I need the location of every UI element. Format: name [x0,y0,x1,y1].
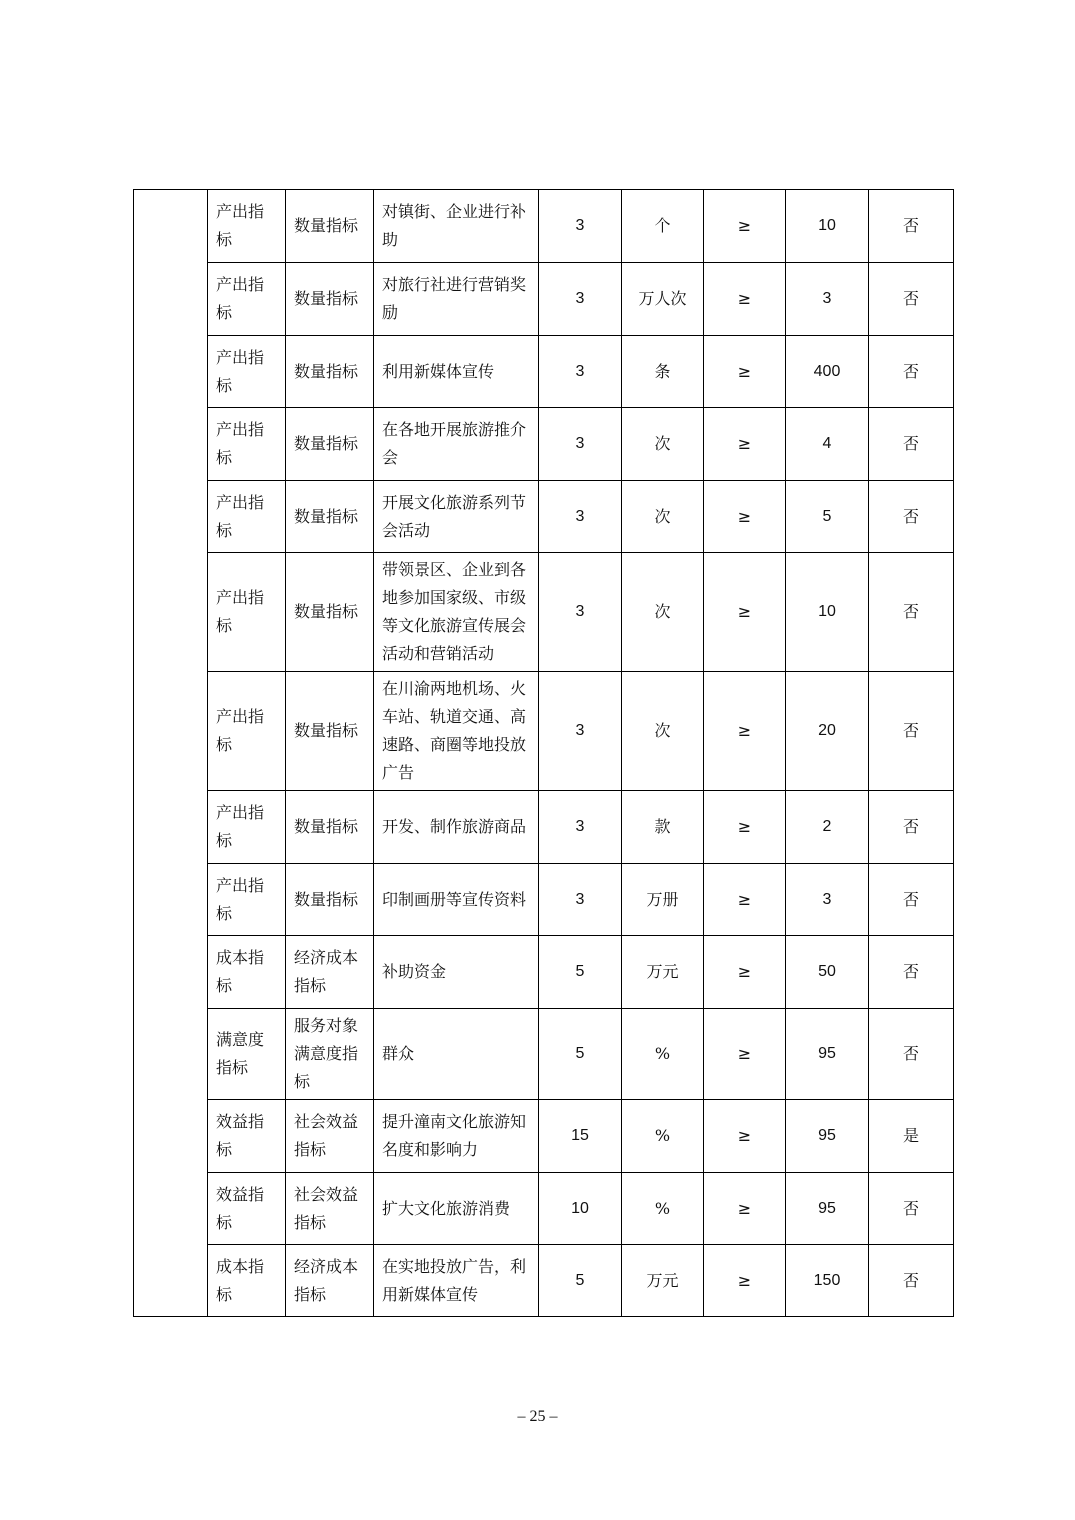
table-row [134,1173,954,1245]
table-row [134,336,954,408]
cell-operator: ≥ [704,190,786,263]
cell-is-core: 否 [869,481,954,553]
cell-weight: 5 [539,936,622,1009]
cell-unit: 次 [622,553,704,672]
cell-operator: ≥ [704,553,786,672]
cell-is-core: 否 [869,1245,954,1317]
cell-operator: ≥ [704,481,786,553]
cell-operator: ≥ [704,263,786,336]
cell-weight: 5 [539,1009,622,1100]
cell-is-core: 否 [869,864,954,936]
cell-is-core: 否 [869,791,954,864]
cell-indicator-content: 对镇街、企业进行补助 [374,190,539,263]
cell-unit: 次 [622,481,704,553]
cell-indicator-content: 利用新媒体宣传 [374,336,539,408]
cell-operator: ≥ [704,1009,786,1100]
cell-target-value: 400 [786,336,869,408]
cell-weight: 3 [539,864,622,936]
cell-weight: 3 [539,408,622,481]
merged-blank-cell [134,190,208,1317]
cell-unit: % [622,1100,704,1173]
page-number: – 25 – [517,1408,558,1425]
cell-target-value: 20 [786,672,869,791]
cell-level1-indicator: 产出指标 [208,553,286,672]
cell-indicator-content: 开展文化旅游系列节会活动 [374,481,539,553]
cell-target-value: 95 [786,1100,869,1173]
cell-is-core: 否 [869,672,954,791]
cell-operator: ≥ [704,336,786,408]
cell-is-core: 否 [869,336,954,408]
cell-weight: 3 [539,336,622,408]
cell-level1-indicator: 产出指标 [208,864,286,936]
cell-level2-indicator: 数量指标 [286,481,374,553]
table-row [134,553,954,672]
table-row [134,1245,954,1317]
cell-unit: 万人次 [622,263,704,336]
cell-indicator-content: 补助资金 [374,936,539,1009]
cell-indicator-content: 在各地开展旅游推介会 [374,408,539,481]
cell-is-core: 否 [869,936,954,1009]
cell-unit: 个 [622,190,704,263]
cell-target-value: 50 [786,936,869,1009]
cell-level1-indicator: 产出指标 [208,263,286,336]
cell-operator: ≥ [704,864,786,936]
cell-target-value: 150 [786,1245,869,1317]
cell-target-value: 95 [786,1009,869,1100]
cell-indicator-content: 扩大文化旅游消费 [374,1173,539,1245]
cell-is-core: 否 [869,408,954,481]
cell-target-value: 3 [786,864,869,936]
table-row [134,672,954,791]
cell-is-core: 否 [869,1173,954,1245]
cell-weight: 3 [539,672,622,791]
cell-indicator-content: 提升潼南文化旅游知名度和影响力 [374,1100,539,1173]
cell-level1-indicator: 产出指标 [208,336,286,408]
cell-weight: 3 [539,190,622,263]
cell-indicator-content: 带领景区、企业到各地参加国家级、市级等文化旅游宣传展会活动和营销活动 [374,553,539,672]
cell-weight: 10 [539,1173,622,1245]
table-row [134,1100,954,1173]
table-row [134,936,954,1009]
cell-unit: 款 [622,791,704,864]
cell-level1-indicator: 产出指标 [208,672,286,791]
cell-level2-indicator: 数量指标 [286,553,374,672]
cell-level1-indicator: 产出指标 [208,190,286,263]
table-row [134,190,954,263]
cell-level2-indicator: 数量指标 [286,336,374,408]
cell-is-core: 是 [869,1100,954,1173]
cell-operator: ≥ [704,1100,786,1173]
table-row [134,481,954,553]
cell-unit: 条 [622,336,704,408]
cell-indicator-content: 对旅行社进行营销奖励 [374,263,539,336]
cell-target-value: 10 [786,553,869,672]
cell-indicator-content: 开发、制作旅游商品 [374,791,539,864]
cell-level2-indicator: 经济成本指标 [286,936,374,1009]
performance-indicator-table [133,189,954,1317]
cell-level2-indicator: 经济成本指标 [286,1245,374,1317]
cell-level2-indicator: 服务对象满意度指标 [286,1009,374,1100]
cell-level2-indicator: 数量指标 [286,263,374,336]
cell-is-core: 否 [869,1009,954,1100]
cell-level1-indicator: 产出指标 [208,481,286,553]
cell-target-value: 10 [786,190,869,263]
cell-indicator-content: 在川渝两地机场、火车站、轨道交通、高速路、商圈等地投放广告 [374,672,539,791]
cell-weight: 3 [539,481,622,553]
cell-level1-indicator: 成本指标 [208,1245,286,1317]
table-row [134,791,954,864]
cell-level2-indicator: 数量指标 [286,672,374,791]
cell-is-core: 否 [869,553,954,672]
cell-unit: % [622,1173,704,1245]
cell-weight: 3 [539,553,622,672]
cell-operator: ≥ [704,408,786,481]
cell-weight: 15 [539,1100,622,1173]
cell-level2-indicator: 数量指标 [286,190,374,263]
cell-target-value: 3 [786,263,869,336]
cell-level1-indicator: 效益指标 [208,1100,286,1173]
cell-unit: 次 [622,672,704,791]
cell-is-core: 否 [869,190,954,263]
table-body [134,190,954,1317]
cell-target-value: 2 [786,791,869,864]
cell-unit: 万元 [622,1245,704,1317]
cell-unit: 万册 [622,864,704,936]
cell-indicator-content: 印制画册等宣传资料 [374,864,539,936]
table-row [134,408,954,481]
cell-operator: ≥ [704,1173,786,1245]
cell-weight: 5 [539,1245,622,1317]
cell-indicator-content: 群众 [374,1009,539,1100]
cell-target-value: 4 [786,408,869,481]
cell-operator: ≥ [704,791,786,864]
table-row [134,1009,954,1100]
cell-unit: 万元 [622,936,704,1009]
cell-level2-indicator: 数量指标 [286,408,374,481]
cell-target-value: 95 [786,1173,869,1245]
table-row [134,263,954,336]
cell-unit: % [622,1009,704,1100]
cell-operator: ≥ [704,936,786,1009]
cell-operator: ≥ [704,672,786,791]
cell-weight: 3 [539,791,622,864]
cell-level2-indicator: 数量指标 [286,864,374,936]
cell-is-core: 否 [869,263,954,336]
cell-level1-indicator: 产出指标 [208,791,286,864]
cell-level1-indicator: 效益指标 [208,1173,286,1245]
cell-level1-indicator: 产出指标 [208,408,286,481]
cell-level2-indicator: 数量指标 [286,791,374,864]
cell-level2-indicator: 社会效益指标 [286,1100,374,1173]
cell-operator: ≥ [704,1245,786,1317]
table-row [134,864,954,936]
cell-unit: 次 [622,408,704,481]
cell-indicator-content: 在实地投放广告，利用新媒体宣传 [374,1245,539,1317]
cell-level1-indicator: 成本指标 [208,936,286,1009]
cell-level2-indicator: 社会效益指标 [286,1173,374,1245]
cell-weight: 3 [539,263,622,336]
cell-level1-indicator: 满意度指标 [208,1009,286,1100]
cell-target-value: 5 [786,481,869,553]
